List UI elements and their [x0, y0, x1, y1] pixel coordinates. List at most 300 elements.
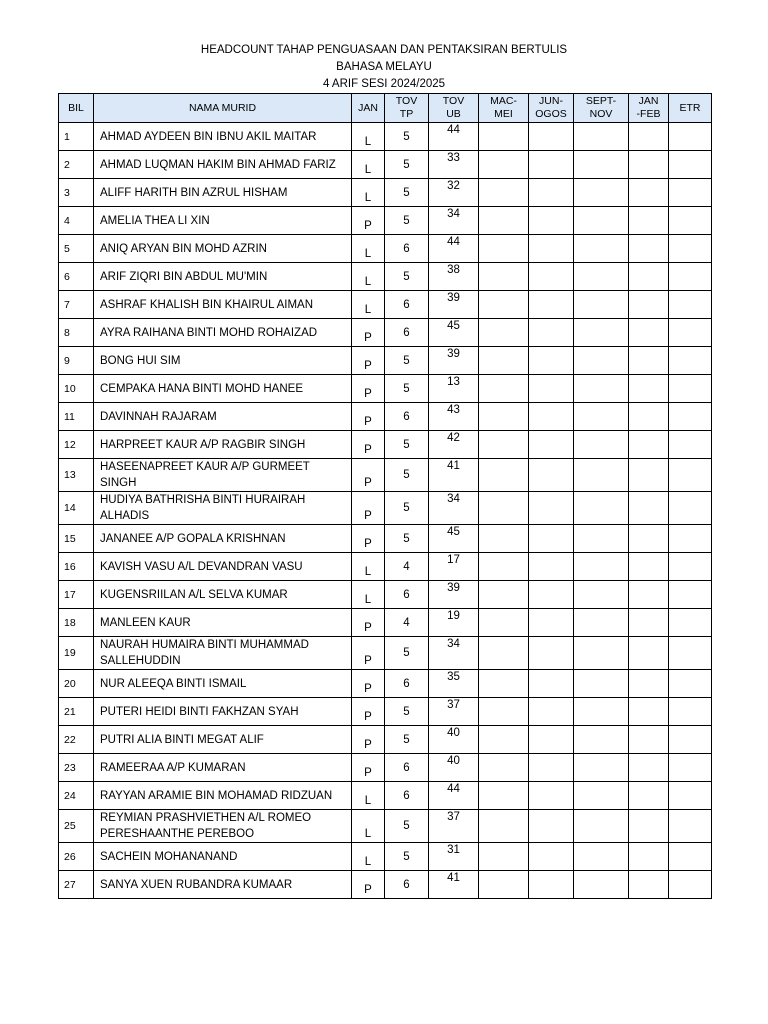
student-name-cell: HARPREET KAUR A/P RAGBIR SINGH — [94, 431, 352, 459]
etr-cell — [669, 347, 712, 375]
jan-feb-cell — [629, 609, 669, 637]
bil-cell: 20 — [59, 670, 94, 698]
mac-mei-cell — [479, 459, 529, 492]
student-name-cell: REYMIAN PRASHVIETHEN A/L ROMEO PERESHAANTHE PEREBOO — [94, 810, 352, 843]
tov-ub-cell: 19 — [429, 609, 479, 637]
jun-ogos-cell — [529, 403, 574, 431]
jan-feb-cell — [629, 375, 669, 403]
etr-cell — [669, 179, 712, 207]
student-name-cell: NUR ALEEQA BINTI ISMAIL — [94, 670, 352, 698]
etr-cell — [669, 637, 712, 670]
tov-tp-cell: 5 — [385, 492, 429, 525]
table-row — [59, 670, 712, 698]
gender-cell: P — [352, 492, 385, 525]
bil-cell: 11 — [59, 403, 94, 431]
jan-feb-cell — [629, 207, 669, 235]
sept-nov-cell — [574, 726, 629, 754]
gender-cell: L — [352, 263, 385, 291]
bil-cell: 26 — [59, 843, 94, 871]
sept-nov-cell — [574, 525, 629, 553]
tov-ub-cell: 38 — [429, 263, 479, 291]
header-jun-ogos — [529, 94, 574, 123]
gender-cell: P — [352, 871, 385, 899]
etr-cell — [669, 319, 712, 347]
etr-cell — [669, 843, 712, 871]
tov-ub-cell: 42 — [429, 431, 479, 459]
header-jun-ogos-line2: OGOS — [535, 108, 567, 120]
etr-cell — [669, 375, 712, 403]
bil-cell: 14 — [59, 492, 94, 525]
tov-ub-cell: 44 — [429, 235, 479, 263]
header-jan-feb — [629, 94, 669, 123]
jan-feb-cell — [629, 843, 669, 871]
table-row — [59, 581, 712, 609]
student-name-cell: HUDIYA BATHRISHA BINTI HURAIRAH ALHADIS — [94, 492, 352, 525]
mac-mei-cell — [479, 492, 529, 525]
sept-nov-cell — [574, 810, 629, 843]
sept-nov-cell — [574, 459, 629, 492]
sept-nov-cell — [574, 319, 629, 347]
bil-cell: 10 — [59, 375, 94, 403]
header-sept-nov-line2: NOV — [589, 108, 613, 120]
sept-nov-cell — [574, 637, 629, 670]
table-header-row — [59, 94, 712, 123]
gender-cell: P — [352, 637, 385, 670]
header-jan: JAN — [352, 94, 385, 123]
student-name-cell: ARIF ZIQRI BIN ABDUL MU'MIN — [94, 263, 352, 291]
jan-feb-cell — [629, 459, 669, 492]
mac-mei-cell — [479, 553, 529, 581]
jan-feb-cell — [629, 810, 669, 843]
mac-mei-cell — [479, 403, 529, 431]
bil-cell: 6 — [59, 263, 94, 291]
header-tov-ub — [429, 94, 479, 123]
sept-nov-cell — [574, 698, 629, 726]
jun-ogos-cell — [529, 871, 574, 899]
etr-cell — [669, 698, 712, 726]
student-name-cell: ASHRAF KHALISH BIN KHAIRUL AIMAN — [94, 291, 352, 319]
bil-cell: 9 — [59, 347, 94, 375]
jun-ogos-cell — [529, 553, 574, 581]
header-tov-tp-line1: TOV — [395, 95, 418, 107]
document-title: HEADCOUNT TAHAP PENGUASAAN DAN PENTAKSIRAN BERTULIS — [200, 44, 568, 56]
tov-tp-cell: 6 — [385, 581, 429, 609]
sept-nov-cell — [574, 151, 629, 179]
jun-ogos-cell — [529, 609, 574, 637]
etr-cell — [669, 123, 712, 151]
tov-tp-cell: 5 — [385, 843, 429, 871]
table-row — [59, 754, 712, 782]
jun-ogos-cell — [529, 347, 574, 375]
gender-cell: P — [352, 319, 385, 347]
student-name-cell: PUTRI ALIA BINTI MEGAT ALIF — [94, 726, 352, 754]
jun-ogos-cell — [529, 179, 574, 207]
sept-nov-cell — [574, 843, 629, 871]
bil-cell: 4 — [59, 207, 94, 235]
etr-cell — [669, 782, 712, 810]
table-row — [59, 375, 712, 403]
gender-cell: P — [352, 375, 385, 403]
gender-cell: L — [352, 123, 385, 151]
header-tov-tp — [385, 94, 429, 123]
tov-tp-cell: 5 — [385, 375, 429, 403]
etr-cell — [669, 235, 712, 263]
etr-cell — [669, 726, 712, 754]
jun-ogos-cell — [529, 843, 574, 871]
jan-feb-cell — [629, 492, 669, 525]
jun-ogos-cell — [529, 263, 574, 291]
etr-cell — [669, 670, 712, 698]
gender-cell: L — [352, 235, 385, 263]
bil-cell: 7 — [59, 291, 94, 319]
header-sept-nov-line1: SEPT- — [585, 95, 617, 107]
header-nama-murid: NAMA MURID — [94, 94, 352, 123]
sept-nov-cell — [574, 609, 629, 637]
sept-nov-cell — [574, 581, 629, 609]
gender-cell: P — [352, 431, 385, 459]
jun-ogos-cell — [529, 581, 574, 609]
header-tov-ub-line1: TOV — [442, 95, 465, 107]
gender-cell: L — [352, 843, 385, 871]
tov-ub-cell: 40 — [429, 754, 479, 782]
tov-ub-cell: 39 — [429, 347, 479, 375]
tov-tp-cell: 5 — [385, 525, 429, 553]
student-name-cell: AHMAD LUQMAN HAKIM BIN AHMAD FARIZ — [94, 151, 352, 179]
header-mac-mei — [479, 94, 529, 123]
jun-ogos-cell — [529, 291, 574, 319]
student-name-cell: RAMEERAA A/P KUMARAN — [94, 754, 352, 782]
sept-nov-cell — [574, 431, 629, 459]
table-row — [59, 179, 712, 207]
etr-cell — [669, 810, 712, 843]
jan-feb-cell — [629, 179, 669, 207]
table-row — [59, 403, 712, 431]
etr-cell — [669, 553, 712, 581]
jan-feb-cell — [629, 431, 669, 459]
sept-nov-cell — [574, 123, 629, 151]
sept-nov-cell — [574, 291, 629, 319]
tov-tp-cell: 5 — [385, 207, 429, 235]
mac-mei-cell — [479, 843, 529, 871]
mac-mei-cell — [479, 754, 529, 782]
tov-tp-cell: 5 — [385, 698, 429, 726]
gender-cell: P — [352, 670, 385, 698]
mac-mei-cell — [479, 637, 529, 670]
tov-ub-cell: 13 — [429, 375, 479, 403]
jan-feb-cell — [629, 347, 669, 375]
mac-mei-cell — [479, 123, 529, 151]
student-rows — [59, 123, 712, 899]
subject-title: BAHASA MELAYU — [336, 61, 432, 73]
mac-mei-cell — [479, 726, 529, 754]
header-jun-ogos-line1: JUN- — [539, 95, 563, 107]
student-name-cell: KAVISH VASU A/L DEVANDRAN VASU — [94, 553, 352, 581]
etr-cell — [669, 431, 712, 459]
table-row — [59, 492, 712, 525]
jan-feb-cell — [629, 553, 669, 581]
tov-tp-cell: 6 — [385, 670, 429, 698]
student-name-cell: PUTERI HEIDI BINTI FAKHZAN SYAH — [94, 698, 352, 726]
jun-ogos-cell — [529, 525, 574, 553]
table-row — [59, 843, 712, 871]
jan-feb-cell — [629, 581, 669, 609]
tov-ub-cell: 45 — [429, 525, 479, 553]
mac-mei-cell — [479, 347, 529, 375]
jun-ogos-cell — [529, 726, 574, 754]
bil-cell: 19 — [59, 637, 94, 670]
gender-cell: P — [352, 403, 385, 431]
bil-cell: 25 — [59, 810, 94, 843]
tov-tp-cell: 5 — [385, 347, 429, 375]
gender-cell: L — [352, 291, 385, 319]
tov-ub-cell: 44 — [429, 782, 479, 810]
mac-mei-cell — [479, 375, 529, 403]
bil-cell: 5 — [59, 235, 94, 263]
tov-ub-cell: 35 — [429, 670, 479, 698]
table-row — [59, 347, 712, 375]
jan-feb-cell — [629, 291, 669, 319]
jan-feb-cell — [629, 726, 669, 754]
table-row — [59, 151, 712, 179]
tov-ub-cell: 32 — [429, 179, 479, 207]
tov-ub-cell: 45 — [429, 319, 479, 347]
table-row — [59, 698, 712, 726]
bil-cell: 8 — [59, 319, 94, 347]
jun-ogos-cell — [529, 431, 574, 459]
mac-mei-cell — [479, 263, 529, 291]
gender-cell: P — [352, 698, 385, 726]
tov-ub-cell: 17 — [429, 553, 479, 581]
sept-nov-cell — [574, 263, 629, 291]
tov-ub-cell: 40 — [429, 726, 479, 754]
tov-tp-cell: 6 — [385, 319, 429, 347]
jun-ogos-cell — [529, 319, 574, 347]
table-row — [59, 235, 712, 263]
bil-cell: 24 — [59, 782, 94, 810]
jun-ogos-cell — [529, 123, 574, 151]
jan-feb-cell — [629, 151, 669, 179]
tov-tp-cell: 5 — [385, 726, 429, 754]
mac-mei-cell — [479, 179, 529, 207]
tov-tp-cell: 6 — [385, 235, 429, 263]
tov-tp-cell: 5 — [385, 263, 429, 291]
tov-ub-cell: 31 — [429, 843, 479, 871]
gender-cell: L — [352, 553, 385, 581]
bil-cell: 3 — [59, 179, 94, 207]
student-name-cell: DAVINNAH RAJARAM — [94, 403, 352, 431]
jan-feb-cell — [629, 263, 669, 291]
student-name-cell: SACHEIN MOHANANAND — [94, 843, 352, 871]
table-row — [59, 123, 712, 151]
table-row — [59, 319, 712, 347]
gender-cell: L — [352, 151, 385, 179]
student-name-cell: MANLEEN KAUR — [94, 609, 352, 637]
header-jan-feb-line1: JAN — [638, 95, 659, 107]
tov-tp-cell: 4 — [385, 553, 429, 581]
mac-mei-cell — [479, 319, 529, 347]
gender-cell: P — [352, 459, 385, 492]
header-tov-tp-line2: TP — [399, 108, 414, 120]
tov-ub-cell: 41 — [429, 459, 479, 492]
tov-ub-cell: 39 — [429, 581, 479, 609]
sept-nov-cell — [574, 375, 629, 403]
table-row — [59, 553, 712, 581]
tov-tp-cell: 5 — [385, 637, 429, 670]
bil-cell: 27 — [59, 871, 94, 899]
mac-mei-cell — [479, 810, 529, 843]
jan-feb-cell — [629, 698, 669, 726]
table-row — [59, 263, 712, 291]
student-name-cell: HASEENAPREET KAUR A/P GURMEET SINGH — [94, 459, 352, 492]
tov-ub-cell: 34 — [429, 637, 479, 670]
sept-nov-cell — [574, 207, 629, 235]
jun-ogos-cell — [529, 782, 574, 810]
tov-ub-cell: 34 — [429, 492, 479, 525]
table-row — [59, 726, 712, 754]
etr-cell — [669, 291, 712, 319]
sept-nov-cell — [574, 403, 629, 431]
student-name-cell: JANANEE A/P GOPALA KRISHNAN — [94, 525, 352, 553]
gender-cell: P — [352, 726, 385, 754]
bil-cell: 15 — [59, 525, 94, 553]
jan-feb-cell — [629, 754, 669, 782]
mac-mei-cell — [479, 581, 529, 609]
tov-ub-cell: 43 — [429, 403, 479, 431]
table-row — [59, 871, 712, 899]
jun-ogos-cell — [529, 698, 574, 726]
etr-cell — [669, 459, 712, 492]
gender-cell: P — [352, 754, 385, 782]
student-name-cell: AHMAD AYDEEN BIN IBNU AKIL MAITAR — [94, 123, 352, 151]
jun-ogos-cell — [529, 637, 574, 670]
gender-cell: P — [352, 525, 385, 553]
sept-nov-cell — [574, 492, 629, 525]
table-row — [59, 637, 712, 670]
headcount-table — [58, 93, 712, 899]
bil-cell: 21 — [59, 698, 94, 726]
sept-nov-cell — [574, 347, 629, 375]
student-name-cell: RAYYAN ARAMIE BIN MOHAMAD RIDZUAN — [94, 782, 352, 810]
tov-tp-cell: 6 — [385, 782, 429, 810]
gender-cell: L — [352, 581, 385, 609]
student-name-cell: AMELIA THEA LI XIN — [94, 207, 352, 235]
jun-ogos-cell — [529, 810, 574, 843]
gender-cell: P — [352, 347, 385, 375]
etr-cell — [669, 263, 712, 291]
class-session-title: 4 ARIF SESI 2024/2025 — [322, 78, 446, 90]
tov-ub-cell: 41 — [429, 871, 479, 899]
gender-cell: P — [352, 609, 385, 637]
mac-mei-cell — [479, 235, 529, 263]
sept-nov-cell — [574, 179, 629, 207]
bil-cell: 13 — [59, 459, 94, 492]
jun-ogos-cell — [529, 670, 574, 698]
tov-tp-cell: 5 — [385, 459, 429, 492]
sept-nov-cell — [574, 553, 629, 581]
bil-cell: 1 — [59, 123, 94, 151]
tov-tp-cell: 6 — [385, 754, 429, 782]
jan-feb-cell — [629, 123, 669, 151]
sept-nov-cell — [574, 871, 629, 899]
mac-mei-cell — [479, 525, 529, 553]
bil-cell: 23 — [59, 754, 94, 782]
student-name-cell: AYRA RAIHANA BINTI MOHD ROHAIZAD — [94, 319, 352, 347]
bil-cell: 16 — [59, 553, 94, 581]
mac-mei-cell — [479, 431, 529, 459]
etr-cell — [669, 492, 712, 525]
table-row — [59, 525, 712, 553]
bil-cell: 17 — [59, 581, 94, 609]
student-name-cell: ALIFF HARITH BIN AZRUL HISHAM — [94, 179, 352, 207]
table-row — [59, 291, 712, 319]
jun-ogos-cell — [529, 207, 574, 235]
tov-tp-cell: 5 — [385, 431, 429, 459]
sept-nov-cell — [574, 754, 629, 782]
student-name-cell: NAURAH HUMAIRA BINTI MUHAMMAD SALLEHUDDIN — [94, 637, 352, 670]
mac-mei-cell — [479, 871, 529, 899]
gender-cell: L — [352, 810, 385, 843]
tov-tp-cell: 6 — [385, 403, 429, 431]
mac-mei-cell — [479, 151, 529, 179]
tov-ub-cell: 33 — [429, 151, 479, 179]
tov-ub-cell: 37 — [429, 810, 479, 843]
jan-feb-cell — [629, 319, 669, 347]
header-tov-ub-line2: UB — [446, 108, 461, 120]
jan-feb-cell — [629, 525, 669, 553]
etr-cell — [669, 581, 712, 609]
sept-nov-cell — [574, 670, 629, 698]
header-etr: ETR — [669, 94, 712, 123]
table-row — [59, 782, 712, 810]
student-name-cell: BONG HUI SIM — [94, 347, 352, 375]
table-row — [59, 609, 712, 637]
jan-feb-cell — [629, 235, 669, 263]
tov-ub-cell: 37 — [429, 698, 479, 726]
jan-feb-cell — [629, 403, 669, 431]
tov-tp-cell: 5 — [385, 179, 429, 207]
tov-ub-cell: 34 — [429, 207, 479, 235]
mac-mei-cell — [479, 782, 529, 810]
student-name-cell: KUGENSRIILAN A/L SELVA KUMAR — [94, 581, 352, 609]
student-name-cell: ANIQ ARYAN BIN MOHD AZRIN — [94, 235, 352, 263]
mac-mei-cell — [479, 670, 529, 698]
gender-cell: L — [352, 782, 385, 810]
tov-ub-cell: 44 — [429, 123, 479, 151]
jan-feb-cell — [629, 670, 669, 698]
etr-cell — [669, 403, 712, 431]
tov-tp-cell: 4 — [385, 609, 429, 637]
tov-tp-cell: 5 — [385, 810, 429, 843]
mac-mei-cell — [479, 609, 529, 637]
jun-ogos-cell — [529, 151, 574, 179]
jun-ogos-cell — [529, 375, 574, 403]
student-name-cell: CEMPAKA HANA BINTI MOHD HANEE — [94, 375, 352, 403]
sept-nov-cell — [574, 235, 629, 263]
bil-cell: 12 — [59, 431, 94, 459]
bil-cell: 2 — [59, 151, 94, 179]
jan-feb-cell — [629, 782, 669, 810]
etr-cell — [669, 609, 712, 637]
header-mac-mei-line2: MEI — [494, 108, 513, 120]
sept-nov-cell — [574, 782, 629, 810]
tov-tp-cell: 5 — [385, 123, 429, 151]
tov-tp-cell: 6 — [385, 871, 429, 899]
gender-cell: L — [352, 179, 385, 207]
table-row — [59, 459, 712, 492]
table-row — [59, 431, 712, 459]
mac-mei-cell — [479, 207, 529, 235]
tov-tp-cell: 6 — [385, 291, 429, 319]
